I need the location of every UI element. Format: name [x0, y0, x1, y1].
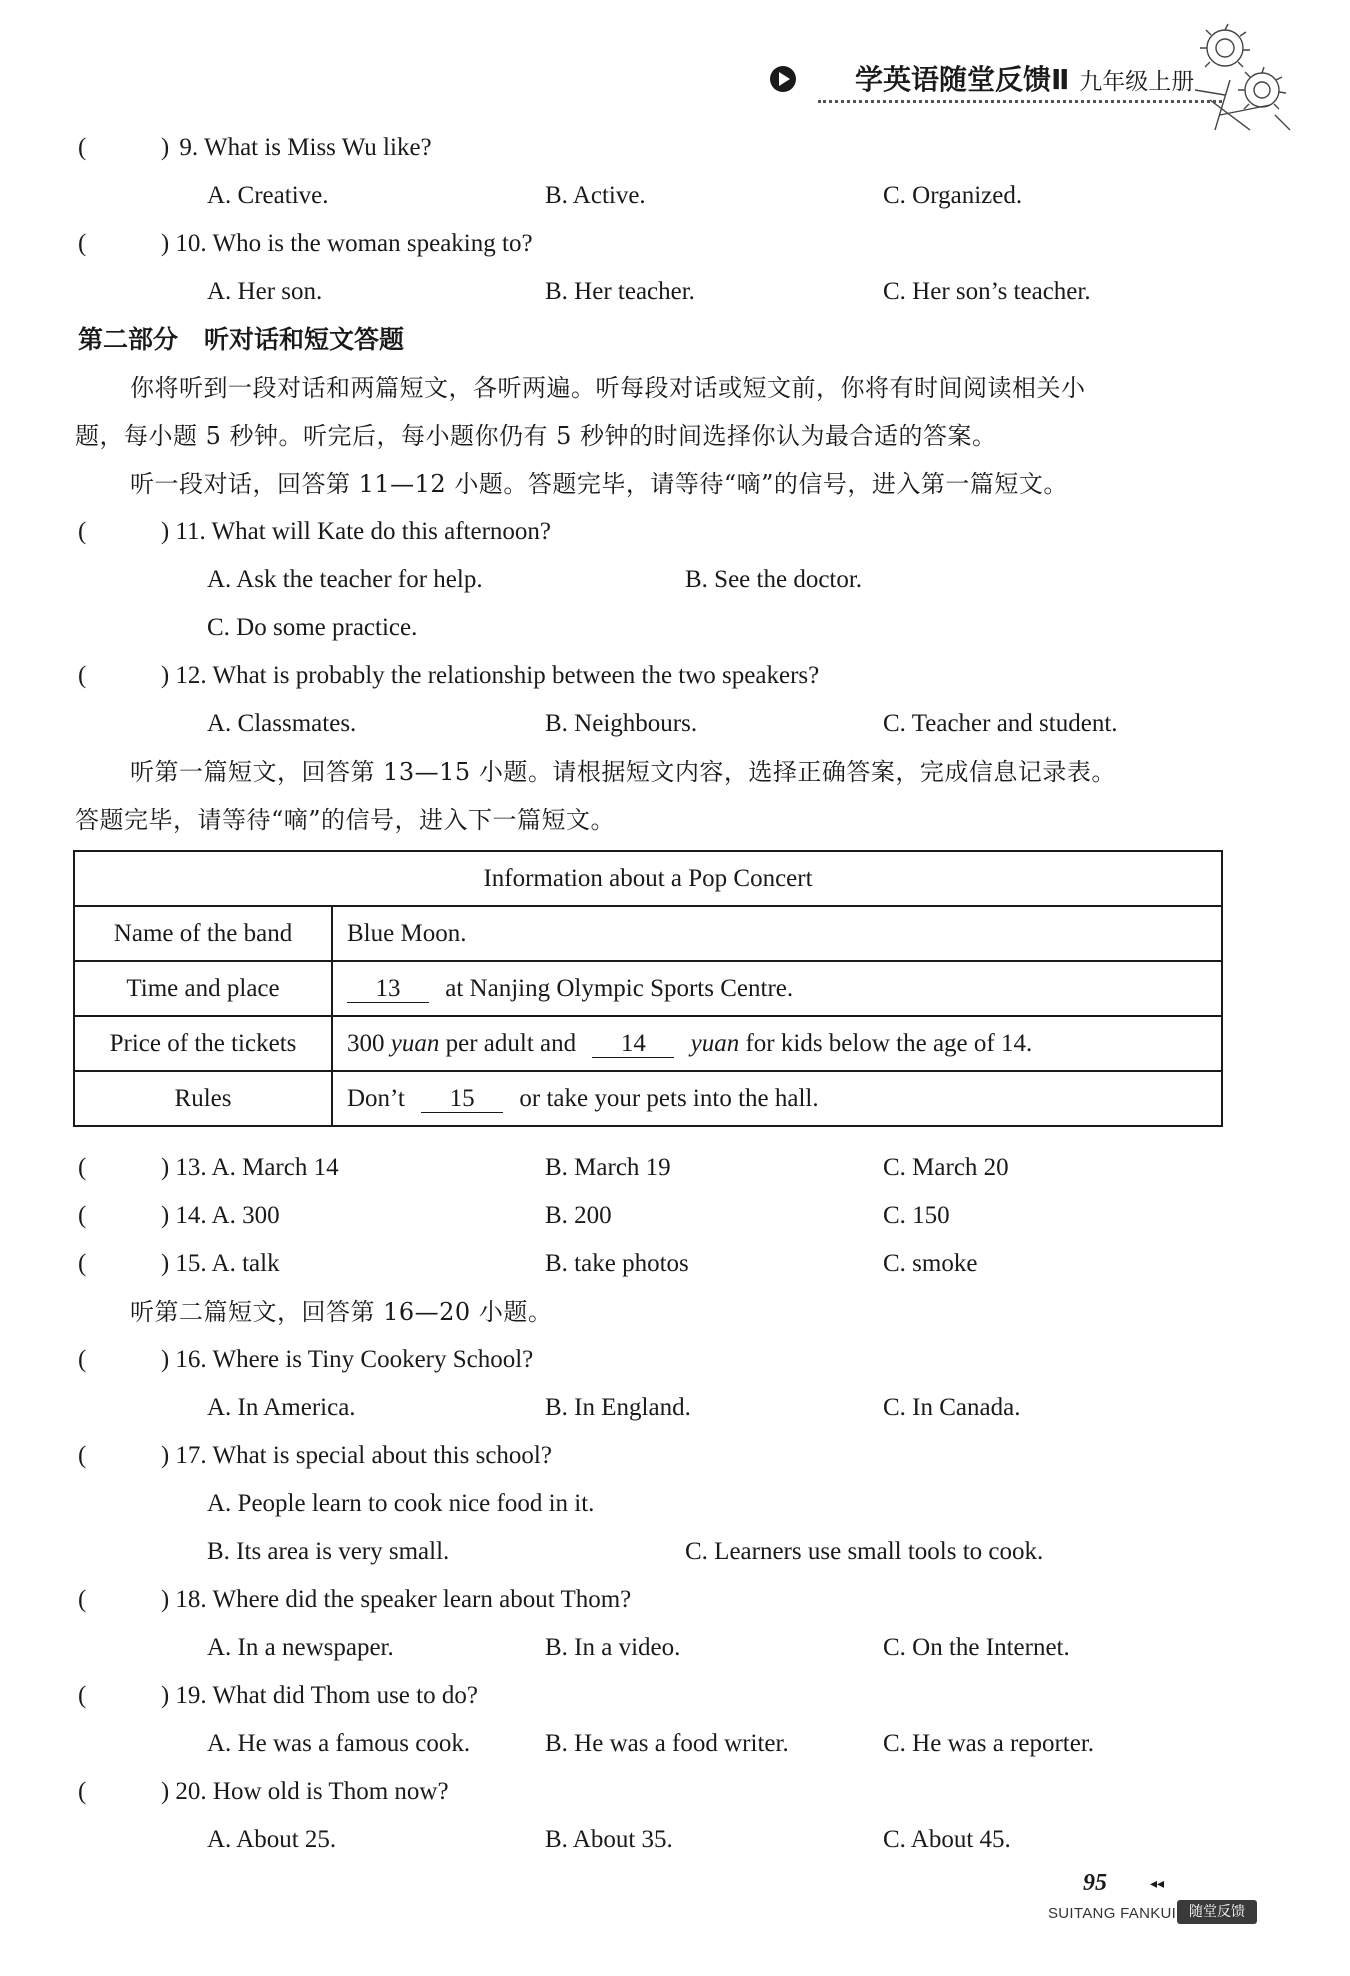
table-row [74, 961, 1222, 1016]
section-subtitle: 听对话和短文答题 [204, 325, 405, 354]
answer-paren-close: ) [160, 230, 170, 257]
table-title: Information about a Pop Concert [74, 851, 1222, 906]
option-b: B. Neighbours. [545, 710, 698, 737]
dialogue-instruction: 听一段对话，回答第 11—12 小题。答题完毕，请等待“嘀”的信号，进入第一篇短文。 [130, 470, 1068, 498]
question-number: 16. [175, 1346, 207, 1373]
option-a: A. Creative. [207, 182, 329, 209]
option-a: A. About 25. [207, 1826, 337, 1853]
table-value-rules [332, 1071, 1222, 1126]
option-b: B. Active. [545, 182, 646, 209]
question-number: 20. [175, 1778, 207, 1805]
answer-paren-close: ) [160, 1586, 170, 1613]
blank-15[interactable]: 15 [421, 1086, 503, 1113]
table-text: per adult and [445, 1029, 577, 1057]
page-number: 95 [1083, 1870, 1107, 1896]
option-c: C. In Canada. [883, 1394, 1021, 1421]
question-10 [78, 228, 533, 260]
blank-13[interactable]: 13 [347, 976, 429, 1003]
option-b: B. March 19 [545, 1154, 671, 1181]
answer-paren-close: ) [160, 1778, 170, 1805]
blank-14[interactable]: 14 [592, 1031, 674, 1058]
passage-1-instruction-line-2: 答题完毕，请等待“嘀”的信号，进入下一篇短文。 [75, 806, 616, 834]
answer-paren-open: ( [78, 134, 87, 161]
section-intro-line-2: 题，每小题 5 秒钟。听完后，每小题你仍有 5 秒钟的时间选择你认为最合适的答案。 [75, 422, 997, 450]
question-text: How old is Thom now? [212, 1778, 449, 1805]
question-number: 10. [175, 230, 207, 257]
table-text-italic: yuan [690, 1029, 740, 1057]
answer-paren-close: ) [160, 1250, 170, 1277]
question-14 [78, 1200, 280, 1232]
option-a: A. People learn to cook nice food in it. [207, 1490, 595, 1517]
option-b: B. Its area is very small. [207, 1538, 450, 1565]
section-heading [78, 324, 404, 356]
question-9 [78, 132, 432, 164]
answer-paren-open: ( [78, 1778, 87, 1805]
option-b: B. About 35. [545, 1826, 673, 1853]
table-text: for kids below the age of 14. [745, 1029, 1033, 1057]
question-18 [78, 1584, 631, 1616]
question-number: 12. [175, 662, 207, 689]
question-text: What is special about this school? [212, 1442, 552, 1469]
table-label-price: Price of the tickets [74, 1016, 332, 1071]
option-b: B. Her teacher. [545, 278, 695, 305]
answer-paren-open: ( [78, 518, 87, 545]
sunflower-decoration-icon [1190, 20, 1300, 140]
answer-paren-close: ) [160, 134, 170, 161]
table-label-time-place: Time and place [74, 961, 332, 1016]
table-text: at Nanjing Olympic Sports Centre. [445, 974, 794, 1002]
option-c: C. 150 [883, 1202, 950, 1229]
table-row [74, 906, 1222, 961]
question-number: 19. [175, 1682, 207, 1709]
question-text: What will Kate do this afternoon? [211, 518, 552, 545]
answer-paren-close: ) [160, 518, 170, 545]
book-grade: 九年级上册 [1079, 69, 1195, 95]
table-row [74, 851, 1222, 906]
table-value-time-place [332, 961, 1222, 1016]
option-c: C. Her son’s teacher. [883, 278, 1091, 305]
double-arrow-left-icon: ◂◂ [1150, 1876, 1165, 1892]
table-text: or take your pets into the hall. [519, 1084, 819, 1112]
question-text: Where is Tiny Cookery School? [212, 1346, 534, 1373]
table-label-band: Name of the band [74, 906, 332, 961]
option-b: B. He was a food writer. [545, 1730, 789, 1757]
option-b: B. 200 [545, 1202, 612, 1229]
option-c: C. smoke [883, 1250, 978, 1277]
option-c: C. Organized. [883, 182, 1023, 209]
play-bullet-icon [770, 66, 796, 92]
answer-paren-open: ( [78, 1250, 87, 1277]
question-12 [78, 660, 819, 692]
footer-english-label: SUITANG FANKUI [1048, 1905, 1177, 1922]
table-value-band: Blue Moon. [332, 906, 1222, 961]
table-value-price [332, 1016, 1222, 1071]
answer-paren-open: ( [78, 1442, 87, 1469]
option-a: A. Her son. [207, 278, 323, 305]
option-a: A. March 14 [211, 1154, 339, 1181]
section-intro-line-1: 你将听到一段对话和两篇短文，各听两遍。听每段对话或短文前，你将有时间阅读相关小 [130, 374, 1086, 402]
question-13 [78, 1152, 339, 1184]
question-text: What is Miss Wu like? [203, 134, 432, 161]
question-text: What is probably the relationship between the two speakers? [212, 662, 820, 689]
answer-paren-open: ( [78, 1346, 87, 1373]
header-dotted-rule [818, 100, 1222, 103]
table-label-rules: Rules [74, 1071, 332, 1126]
question-17 [78, 1440, 552, 1472]
option-c: C. Learners use small tools to cook. [685, 1538, 1044, 1565]
table-row [74, 1016, 1222, 1071]
option-a: A. Ask the teacher for help. [207, 566, 483, 593]
information-table [73, 850, 1223, 1127]
question-number: 14. [175, 1202, 207, 1229]
question-19 [78, 1680, 478, 1712]
option-b: B. See the doctor. [685, 566, 863, 593]
question-15 [78, 1248, 280, 1280]
question-number: 9. [179, 134, 199, 161]
option-c: C. About 45. [883, 1826, 1011, 1853]
answer-paren-close: ) [160, 662, 170, 689]
question-number: 17. [175, 1442, 207, 1469]
question-number: 11. [175, 518, 206, 545]
answer-paren-open: ( [78, 1154, 87, 1181]
header-title [855, 58, 1194, 98]
table-text-italic: yuan [390, 1029, 440, 1057]
question-text: Who is the woman speaking to? [212, 230, 533, 257]
option-b: B. In a video. [545, 1634, 681, 1661]
answer-paren-open: ( [78, 1682, 87, 1709]
answer-paren-close: ) [160, 1154, 170, 1181]
table-row [74, 1071, 1222, 1126]
answer-paren-open: ( [78, 230, 87, 257]
option-a: A. In a newspaper. [207, 1634, 394, 1661]
table-text: 300 [347, 1029, 385, 1057]
option-c: C. March 20 [883, 1154, 1009, 1181]
option-c: C. Teacher and student. [883, 710, 1118, 737]
question-11 [78, 516, 551, 548]
option-c: C. He was a reporter. [883, 1730, 1095, 1757]
question-16 [78, 1344, 533, 1376]
section-title: 第二部分 [78, 325, 179, 354]
question-number: 15. [175, 1250, 207, 1277]
question-number: 18. [175, 1586, 207, 1613]
answer-paren-open: ( [78, 662, 87, 689]
option-b: B. In England. [545, 1394, 691, 1421]
question-text: What did Thom use to do? [212, 1682, 478, 1709]
option-a: A. He was a famous cook. [207, 1730, 471, 1757]
option-c: C. On the Internet. [883, 1634, 1070, 1661]
question-text: Where did the speaker learn about Thom? [212, 1586, 632, 1613]
answer-paren-open: ( [78, 1586, 87, 1613]
answer-paren-close: ) [160, 1442, 170, 1469]
answer-paren-close: ) [160, 1682, 170, 1709]
option-a: A. In America. [207, 1394, 356, 1421]
option-a: A. talk [211, 1250, 280, 1277]
footer-badge: 随堂反馈 [1177, 1900, 1257, 1924]
option-a: A. Classmates. [207, 710, 357, 737]
option-a: A. 300 [211, 1202, 280, 1229]
table-text: Don’t [347, 1084, 405, 1112]
book-title: 学英语随堂反馈Ⅱ [855, 63, 1070, 96]
option-b: B. take photos [545, 1250, 689, 1277]
answer-paren-close: ) [160, 1202, 170, 1229]
answer-paren-open: ( [78, 1202, 87, 1229]
answer-paren-close: ) [160, 1346, 170, 1373]
question-20 [78, 1776, 449, 1808]
question-number: 13. [175, 1154, 207, 1181]
option-c: C. Do some practice. [207, 614, 418, 641]
passage-1-instruction-line-1: 听第一篇短文，回答第 13—15 小题。请根据短文内容，选择正确答案，完成信息记录表。 [130, 758, 1116, 786]
passage-2-instruction: 听第二篇短文，回答第 16—20 小题。 [130, 1298, 553, 1326]
